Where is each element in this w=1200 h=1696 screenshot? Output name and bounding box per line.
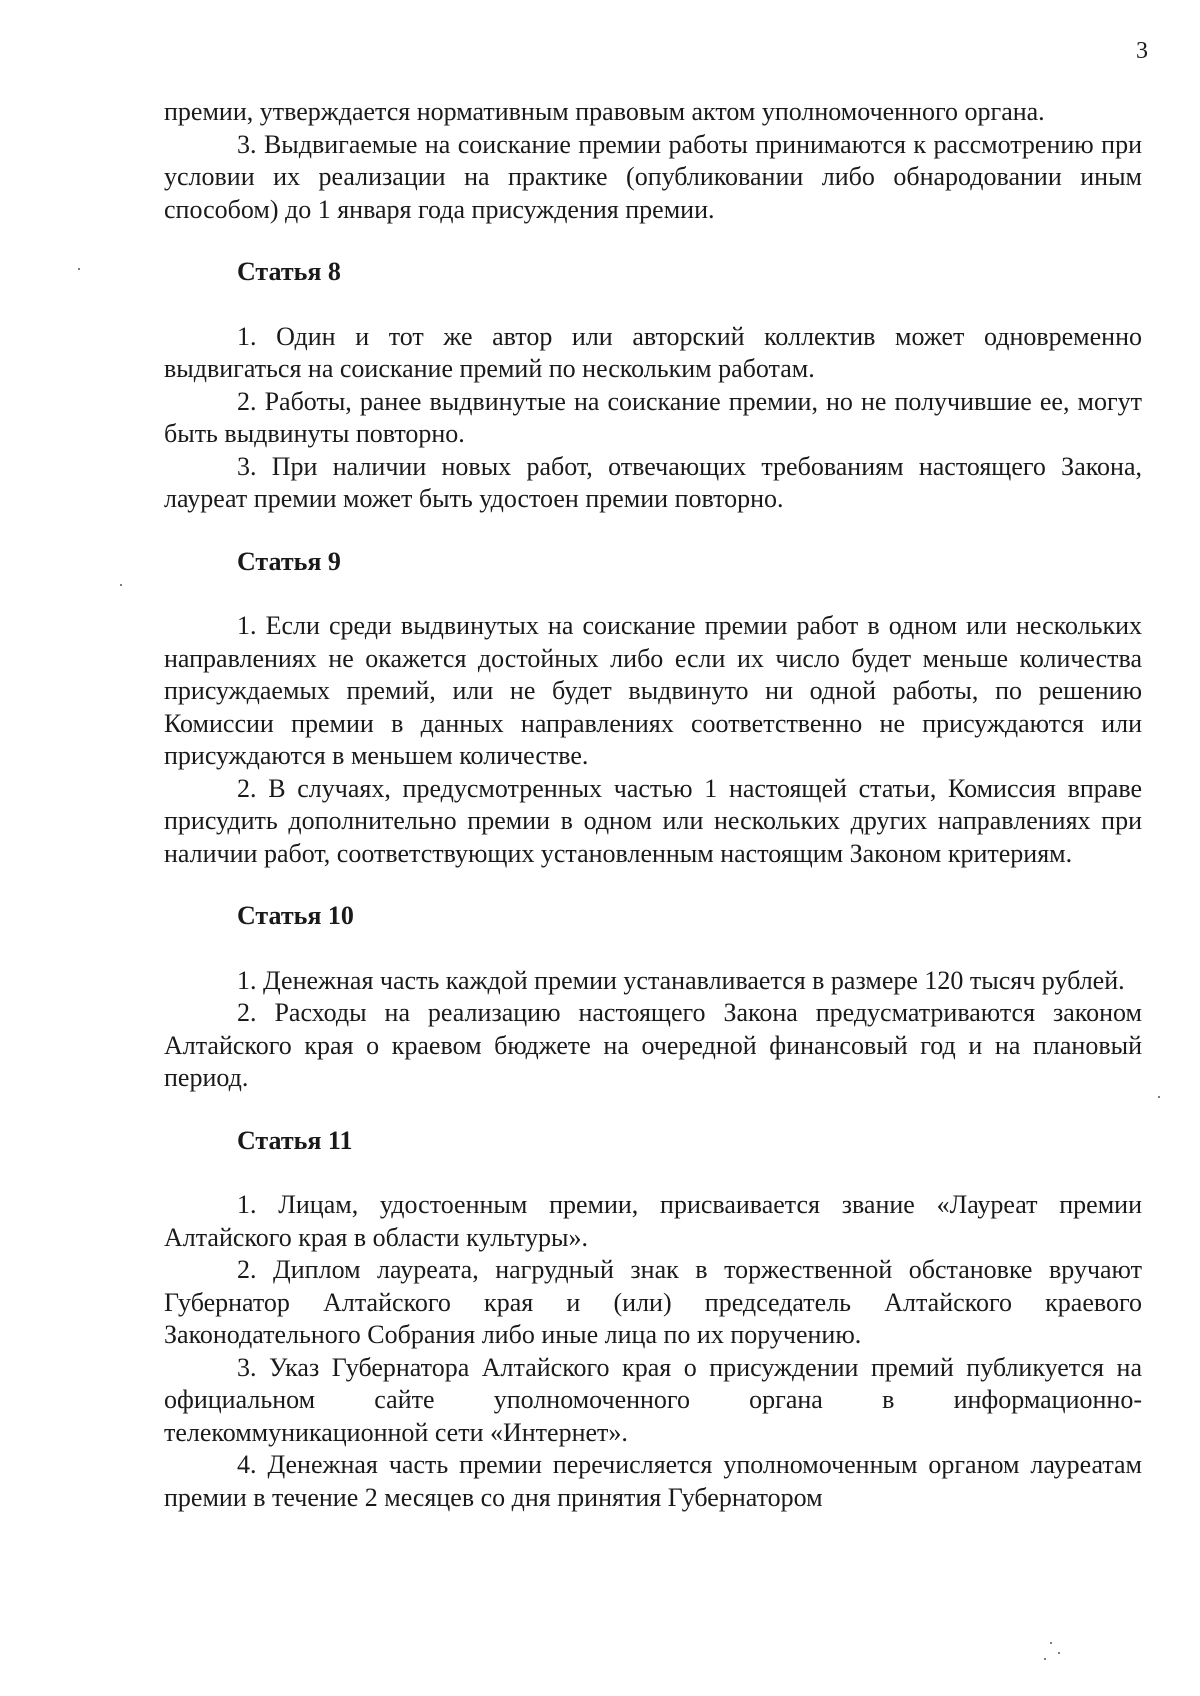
intro-paragraph: 3. Выдвигаемые на соискание премии работы принимаются к рассмотрению при условии их реализации на практике (опубликовании либо обнародовании иным способом) до 1 января года присуждения премии. <box>164 129 1142 224</box>
article-10-paragraph-1: 1. Денежная часть каждой премии устанавливается в размере 120 тысяч рублей. <box>237 965 1125 995</box>
document-body <box>164 96 1142 1514</box>
article-10-heading: Статья 10 <box>237 901 354 930</box>
article-8-paragraph-2: 2. Работы, ранее выдвинутые на соискание премии, но не получившие ее, могут быть выдвинуты повторно. <box>164 386 1142 448</box>
scan-speck <box>1050 1642 1052 1644</box>
article-11-heading: Статья 11 <box>237 1125 353 1155</box>
article-11-paragraph-4: 4. Денежная часть премии перечисляется уполномоченным органом лауреатам премии в течение 2 месяцев со дня принятия Губернатором <box>164 1450 1142 1512</box>
scan-speck <box>1044 1658 1046 1660</box>
scan-speck <box>120 584 122 586</box>
article-11-paragraph-1: 1. Лицам, удостоенным премии, присваивается звание «Лауреат премии Алтайского края в области культуры». <box>164 1190 1142 1252</box>
article-11-paragraph-3: 3. Указ Губернатора Алтайского края о присуждении премий публикуется на официальном сайте уполномоченного органа в информационно-телекоммуникационной сети «Интернет». <box>164 1352 1142 1447</box>
intro-paragraph-continued: премии, утверждается нормативным правовым актом уполномоченного органа. <box>164 97 1045 126</box>
article-11-paragraph-2: 2. Диплом лауреата, нагрудный знак в торжественной обстановке вручают Губернатор Алтайского края и (или) председатель Алтайского краевого Законодательного Собрания либо иные лица по их поручению. <box>164 1255 1142 1349</box>
article-10-paragraph-2: 2. Расходы на реализацию настоящего Закона предусматриваются законом Алтайского края о краевом бюджете на очередной финансовый год и на плановый период. <box>164 998 1142 1092</box>
article-9-heading: Статья 9 <box>237 546 341 576</box>
article-8-heading: Статья 8 <box>237 257 341 286</box>
article-8-paragraph-3: 3. При наличии новых работ, отвечающих требованиям настоящего Закона, лауреат премии может быть удостоен премии повторно. <box>164 451 1142 513</box>
scan-speck <box>78 268 80 270</box>
article-9-paragraph-1: 1. Если среди выдвинутых на соискание премии работ в одном или нескольких направлениях не окажется достойных либо если их число будет меньше количества присуждаемых премий, или не будет выдвинуто ни одной работы, по решению Комиссии премии в данных направлениях соответственно не присуждаются или присуждаются в меньшем количестве. <box>164 611 1142 770</box>
article-9-paragraph-2: 2. В случаях, предусмотренных частью 1 настоящей статьи, Комиссия вправе присудить дополнительно премии в одном или нескольких других направлениях при наличии работ, соответствующих установленным настоящим Законом критериям. <box>164 773 1142 868</box>
scan-speck <box>1158 1096 1160 1098</box>
scan-speck <box>1058 1652 1060 1654</box>
article-8-paragraph-1: 1. Один и тот же автор или авторский коллектив может одновременно выдвигаться на соискание премий по нескольким работам. <box>164 321 1142 383</box>
page-number: 3 <box>1136 38 1148 64</box>
